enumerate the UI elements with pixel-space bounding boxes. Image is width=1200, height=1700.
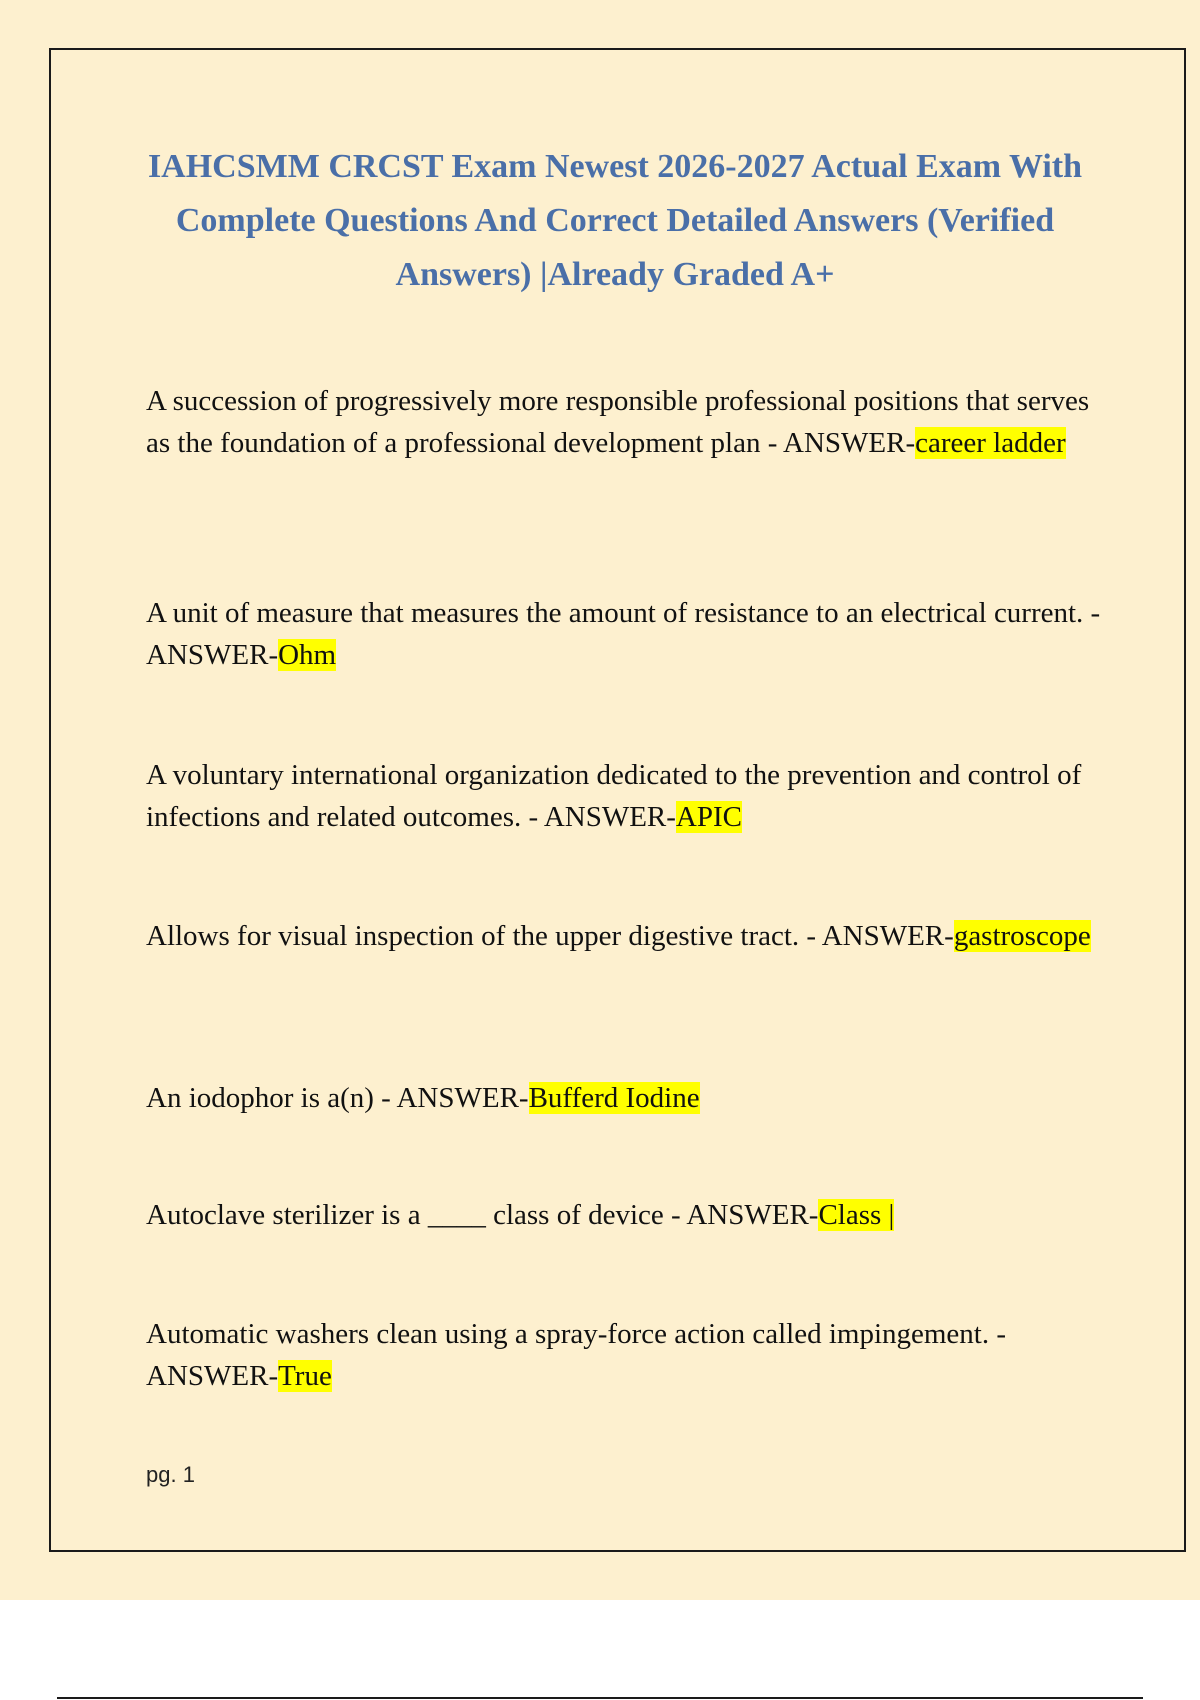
qa-item-6 <box>146 1194 1106 1236</box>
answer-text: gastroscope <box>953 920 1091 952</box>
qa-item-2 <box>146 592 1106 676</box>
question-text: Autoclave sterilizer is a ____ class of device - ANSWER- <box>146 1199 819 1231</box>
answer-text: True <box>278 1360 332 1392</box>
qa-item-1 <box>146 380 1106 464</box>
question-text: An iodophor is a(n) - ANSWER- <box>146 1082 529 1114</box>
answer-text: Class | <box>818 1199 895 1231</box>
qa-item-4 <box>146 915 1106 957</box>
question-text: Allows for visual inspection of the upper digestive tract. - ANSWER- <box>146 920 954 952</box>
answer-text: Bufferd Iodine <box>528 1082 700 1114</box>
page-number: pg. 1 <box>146 1462 195 1487</box>
answer-text: APIC <box>675 801 742 833</box>
qa-item-7 <box>146 1313 1106 1397</box>
question-text: A unit of measure that measures the amount of resistance to an electrical current. - ANSWER- <box>146 597 1101 671</box>
answer-text: Ohm <box>278 639 337 671</box>
question-text: A voluntary international organization dedicated to the prevention and control of infections and related outcomes. - ANSWER- <box>146 759 1082 833</box>
next-page-top-rule <box>57 1697 1143 1699</box>
question-text: A succession of progressively more responsible professional positions that serves as the foundation of a professional development plan - ANSWER- <box>146 385 1090 459</box>
question-text: Automatic washers clean using a spray-force action called impingement. - ANSWER- <box>146 1318 1007 1392</box>
qa-item-3 <box>146 754 1106 838</box>
qa-item-5 <box>146 1077 1106 1119</box>
answer-text: career ladder <box>915 427 1066 459</box>
document-title: IAHCSMM CRCST Exam Newest 2026-2027 Actual Exam With Complete Questions And Correct Detailed Answers (Verified Answers) |Already Graded A+ <box>147 148 1083 293</box>
